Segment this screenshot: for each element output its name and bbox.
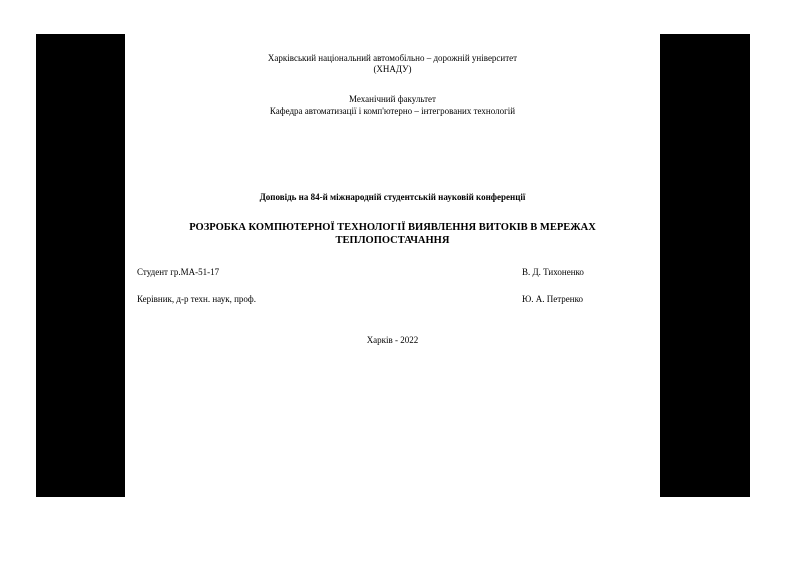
right-black-bar — [660, 34, 750, 497]
student-label: Студент гр.МА-51-17 — [137, 267, 220, 277]
document-page — [125, 34, 660, 497]
document-title-line-2: ТЕПЛОПОСТАЧАННЯ — [335, 235, 450, 246]
student-name: В. Д. Тихоненко — [522, 267, 584, 277]
university-name: Харківський національний автомобільно – дорожній університет — [267, 53, 518, 63]
university-abbreviation: (ХНАДУ) — [373, 64, 412, 74]
city-year: Харків - 2022 — [366, 335, 419, 345]
faculty-name: Механічний факультет — [349, 94, 436, 104]
conference-report-line: Доповідь на 84-й міжнародній студентській науковій конференції — [259, 192, 526, 202]
left-black-bar — [36, 34, 125, 497]
department-name: Кафедра автоматизації і комп'ютерно – інтегрованих технологій — [269, 106, 516, 116]
supervisor-label: Керівник, д-р техн. наук, проф. — [137, 294, 256, 304]
document-title-line-1: РОЗРОБКА КОМПЮТЕРНОЇ ТЕХНОЛОГІЇ ВИЯВЛЕННЯ ВИТОКІВ В МЕРЕЖАХ — [189, 222, 596, 233]
supervisor-name: Ю. А. Петренко — [522, 294, 584, 304]
